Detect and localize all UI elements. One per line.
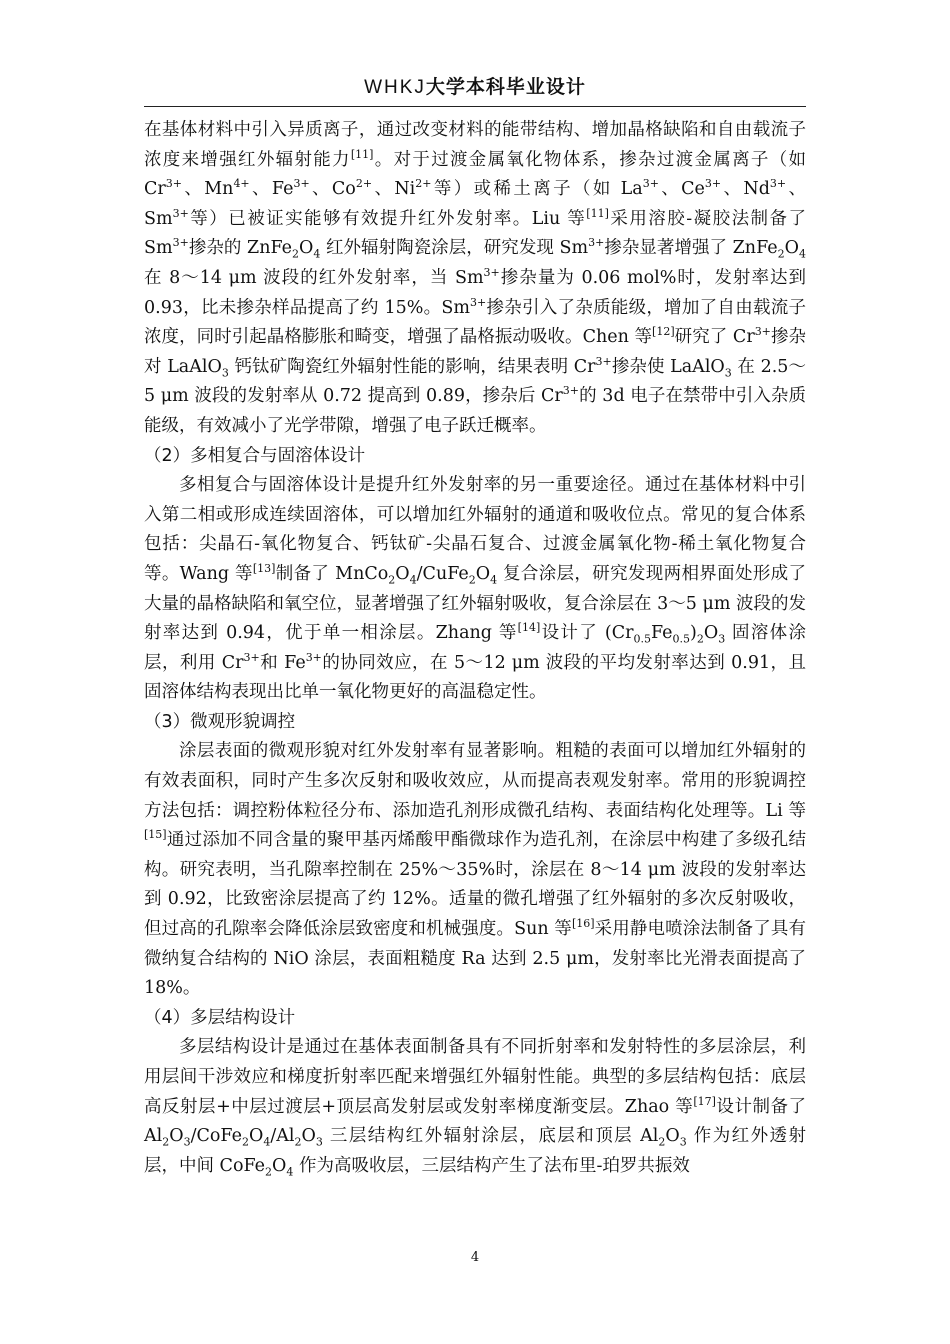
paragraph-multilayer: 多层结构设计是通过在基体表面制备具有不同折射率和发射特性的多层涂层，利用层间干涉效应和梯度折射率匹配来增强红外辐射性能。典型的多层结构包括：底层高反射层+中层过渡层+顶层高发射层或发射率梯度渐变层。Zhao 等[17]设计制备了 $Al_2O_3/CoFe_2O_4/Al_2O_3$ 三层结构红外辐射涂层，底层和顶层 $Al_2O_3$ 作为红外透射层，中间 $CoFe_2O_4$ 作为高吸收层，三层结构产生了法布里-珀罗共振效: [144, 1037, 806, 1179]
paragraph-morphology: 涂层表面的微观形貌对红外发射率有显著影响。粗糙的表面可以增加红外辐射的有效表面积，同时产生多次反射和吸收效应，从而提高表观发射率。常用的形貌调控方法包括：调控粉体粒径分布、添加造孔剂形成微孔结构、表面结构化处理等。Li 等[15]通过添加不同含量的聚甲基丙烯酸甲酯微球作为造孔剂，在涂层中构建了多级孔结构。研究表明，当孔隙率控制在 25%～35%时，涂层在 8～14 μm 波段的发射率达到 0.92，比致密涂层提高了约 12%。适量的微孔增强了红外辐射的多次反射吸收，但过高的孔隙率会降低涂层致密度和机械强度。Sun 等[16]采用静电喷涂法制备了具有微纳复合结构的 NiO 涂层，表面粗糙度 Ra 达到 2.5 μm，发射率比光滑表面提高了 18%。: [144, 741, 807, 999]
paragraph-composite: 多相复合与固溶体设计是提升红外发射率的另一重要途径。通过在基体材料中引入第二相或形成连续固溶体，可以增加红外辐射的通道和吸收位点。常见的复合体系包括：尖晶石-氧化物复合、钙钛矿-尖晶石复合、过渡金属氧化物-稀土氧化物复合等。Wang 等[13]制备了 $MnCo_2O_4/CuFe_2O_4$ 复合涂层，研究发现两相界面处形成了大量的晶格缺陷和氧空位，显著增强了红外辐射吸收，复合涂层在 3～5 μm 波段的发射率达到 0.94，优于单一相涂层。Zhang 等[14]设计了 $(Cr_{0.5}Fe_{0.5})_2O_3$ 固溶体涂层，利用 $Cr^{3+}$和 $Fe^{3+}$的协同效应，在 5～12 μm 波段的平均发射率达到 0.91，且固溶体结构表现出比单一氧化物更好的高温稳定性。: [144, 475, 806, 703]
document-body: [144, 116, 806, 1181]
section-heading-morphology: （3）微观形貌调控: [144, 711, 296, 732]
header-rule: [144, 106, 806, 107]
page-header: [0, 72, 950, 99]
section-heading-multilayer: （4）多层结构设计: [144, 1007, 296, 1028]
section-heading-composite: （2）多相复合与固溶体设计: [144, 445, 366, 466]
paragraph-doping: 在基体材料中引入异质离子，通过改变材料的能带结构、增加晶格缺陷和自由载流子浓度来增强红外辐射能力[11]。对于过渡金属氧化物体系，掺杂过渡金属离子（如 $Cr^{3+}$、$Mn^{4+}$、$Fe^{3+}$、$Co^{2+}$、$Ni^{2+}$等）或稀土离子（如 $La^{3+}$、$Ce^{3+}$、$Nd^{3+}$、$Sm^{3+}$等）已被证实能够有效提升红外发射率。Liu 等[11]采用溶胶-凝胶法制备了 $Sm^{3+}$掺杂的 $ZnFe_2O_4$ 红外辐射陶瓷涂层，研究发现 $Sm^{3+}$掺杂显著增强了 $ZnFe_2O_4$ 在 8～14 μm 波段的红外发射率，当 $Sm^{3+}$掺杂量为 0.06 mol%时，发射率达到 0.93，比未掺杂样品提高了约 15%。$Sm^{3+}$掺杂引入了杂质能级，增加了自由载流子浓度，同时引起晶格膨胀和畸变，增强了晶格振动吸收。Chen 等[12]研究了 $Cr^{3+}$掺杂对 LaAlO$_3$ 钙钛矿陶瓷红外辐射性能的影响，结果表明 $Cr^{3+}$掺杂使 LaAlO$_3$ 在 2.5～5 μm 波段的发射率从 0.72 提高到 0.89，掺杂后 $Cr^{3+}$的 3d 电子在禁带中引入杂质能级，有效减小了光学带隙，增强了电子跃迁概率。: [144, 120, 807, 436]
header-latin: WHKJ: [364, 77, 426, 98]
page-number: 4: [470, 1250, 480, 1265]
header-title: 大学本科毕业设计: [425, 76, 586, 98]
